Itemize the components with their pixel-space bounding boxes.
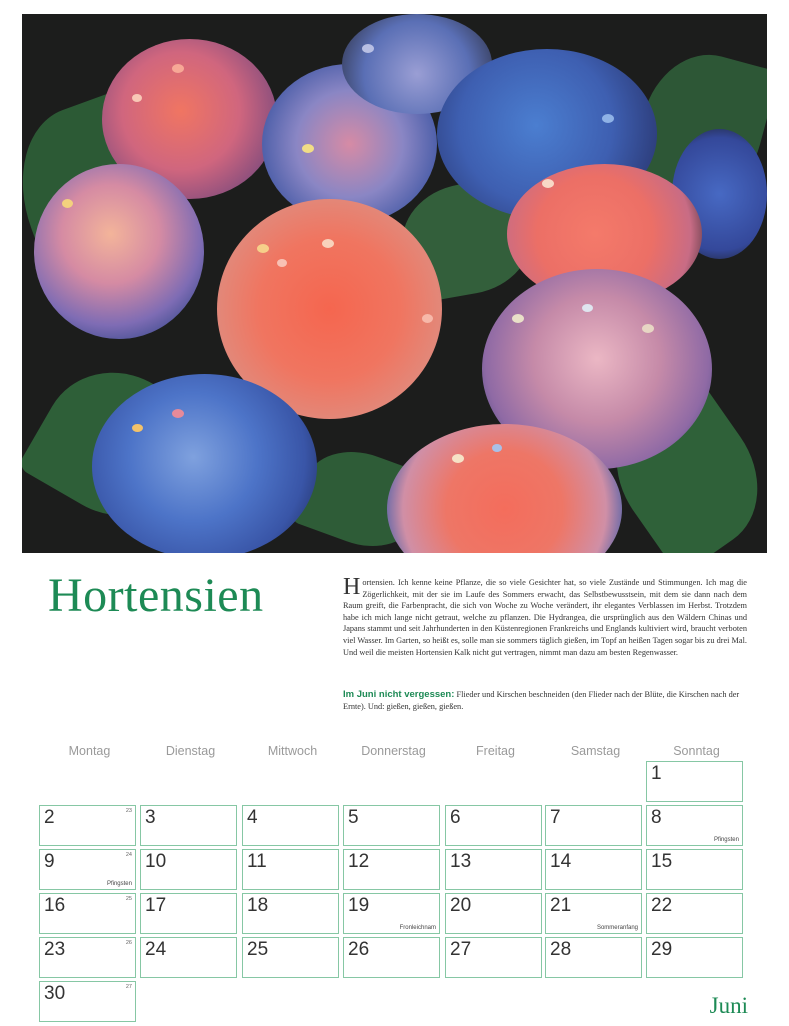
calendar-day-cell — [545, 805, 642, 846]
petal-dot — [322, 239, 334, 248]
day-number: 18 — [247, 895, 269, 916]
calendar-day-cell — [140, 805, 237, 846]
day-number: 2 — [44, 807, 55, 828]
holiday-label: Fronleichnam — [399, 925, 436, 931]
calendar-day-cell — [140, 937, 237, 978]
reminder-label: Im Juni nicht vergessen: — [343, 689, 455, 700]
day-number: 19 — [348, 895, 370, 916]
day-number: 11 — [247, 851, 267, 872]
calendar-day-cell — [343, 893, 440, 934]
petal-dot — [362, 44, 374, 53]
day-number: 20 — [450, 895, 472, 916]
day-number: 21 — [550, 895, 572, 916]
calendar-day-cell — [140, 893, 237, 934]
calendar-day-cell — [39, 981, 136, 1022]
petal-dot — [172, 409, 184, 418]
calendar-day-cell — [242, 805, 339, 846]
petal-dot — [602, 114, 614, 123]
day-number: 27 — [450, 939, 472, 960]
petal-dot — [172, 64, 184, 73]
week-number: 26 — [125, 940, 132, 946]
calendar-day-cell — [445, 805, 542, 846]
day-number: 7 — [550, 807, 561, 828]
calendar-day-cell — [343, 805, 440, 846]
calendar-day-cell — [646, 805, 743, 846]
petal-dot — [492, 444, 502, 452]
calendar-day-cell — [39, 849, 136, 890]
day-number: 9 — [44, 851, 55, 872]
calendar-day-cell — [445, 893, 542, 934]
weekday-saturday: Samstag — [570, 744, 621, 758]
day-number: 30 — [44, 983, 66, 1004]
day-number: 16 — [44, 895, 66, 916]
calendar-day-cell — [140, 849, 237, 890]
weekday-sunday: Sonntag — [673, 744, 720, 758]
intro-text — [343, 574, 747, 658]
petal-dot — [132, 424, 143, 432]
bloom-shape — [92, 374, 317, 553]
petal-dot — [302, 144, 314, 153]
day-number: 22 — [651, 895, 673, 916]
calendar-day-cell — [39, 937, 136, 978]
day-number: 5 — [348, 807, 359, 828]
day-number: 26 — [348, 939, 370, 960]
day-number: 12 — [348, 851, 370, 872]
day-number: 3 — [145, 807, 156, 828]
holiday-label: Pfingsten — [106, 881, 132, 887]
petal-dot — [582, 304, 593, 312]
weekday-thursday: Donnerstag — [361, 744, 426, 758]
calendar-day-cell — [242, 893, 339, 934]
petal-dot — [542, 179, 554, 188]
calendar-day-cell — [39, 805, 136, 846]
month-label: Juni — [709, 993, 748, 1018]
day-number: 13 — [450, 851, 472, 872]
intro-body: ortensien. Ich kenne keine Pflanze, die so viele Gesichter hat, so viele Zustände und Stimmungen. Ich mag die Zögerlichkeit, mit der sie im Laufe des Sommers erwacht, das Selbstbewusstsein, mit dem sie dann nach dem Raum greift, die Farbenpracht, die sich von Woche zu Woche verändert, ihr elegantes Verblassen im Herbst. Trotzdem habe ich mich lange nicht getraut, welche zu pflanzen. Die Hydrangea, die ursprünglich aus den Wäldern Chinas und Japans stammt und seit Jahrhunderten in den Küstenregionen Frankreichs und Englands kultiviert wird, braucht verboten viel Wasser. Im Garten, so heißt es, solle man sie sommers täglich gießen, im Topf an heißen Tagen sogar bis zu drei Mal. Und weil die meisten Hortensien Kalk nicht gut vertragen, nimmt man dazu am besten Regenwasser. — [343, 578, 747, 657]
petal-dot — [512, 314, 524, 323]
calendar-day-cell — [545, 849, 642, 890]
weekday-friday: Freitag — [476, 744, 515, 758]
week-number: 25 — [125, 896, 132, 902]
reminder — [343, 689, 747, 713]
day-number: 15 — [651, 851, 673, 872]
bloom-shape — [34, 164, 204, 339]
hydrangea-painting — [22, 14, 767, 553]
week-number: 27 — [125, 984, 132, 990]
weekday-wednesday: Mittwoch — [267, 744, 318, 758]
week-number: 23 — [125, 808, 132, 814]
day-number: 17 — [145, 895, 167, 916]
petal-dot — [277, 259, 287, 267]
calendar-day-cell — [646, 761, 743, 802]
holiday-label: Sommeranfang — [596, 925, 638, 931]
weekday-monday: Montag — [68, 744, 111, 758]
calendar-day-cell — [242, 937, 339, 978]
calendar-day-cell — [545, 893, 642, 934]
drop-cap: H — [343, 574, 361, 600]
petal-dot — [642, 324, 654, 333]
calendar-day-cell — [646, 893, 743, 934]
calendar-day-cell — [445, 937, 542, 978]
petal-dot — [62, 199, 73, 208]
calendar-day-cell — [39, 893, 136, 934]
calendar-day-cell — [646, 849, 743, 890]
day-number: 8 — [651, 807, 662, 828]
petal-dot — [452, 454, 464, 463]
day-number: 4 — [247, 807, 258, 828]
weekday-tuesday: Dienstag — [165, 744, 216, 758]
week-number: 24 — [125, 852, 132, 858]
petal-dot — [422, 314, 433, 323]
petal-dot — [257, 244, 269, 253]
day-number: 23 — [44, 939, 66, 960]
holiday-label: Pfingsten — [713, 837, 739, 843]
calendar-day-cell — [445, 849, 542, 890]
reminder-text: Flieder und Kirschen beschneiden (den Flieder nach der Blüte, die Kirschen nach der Ernte). Und: gießen, gießen, gießen. — [343, 690, 740, 711]
day-number: 6 — [450, 807, 461, 828]
calendar-day-cell — [242, 849, 339, 890]
day-number: 1 — [651, 763, 662, 784]
day-number: 25 — [247, 939, 269, 960]
day-number: 14 — [550, 851, 572, 872]
calendar-day-cell — [545, 937, 642, 978]
page-title: Hortensien — [48, 569, 264, 622]
day-number: 10 — [145, 851, 167, 872]
day-number: 24 — [145, 939, 167, 960]
petal-dot — [132, 94, 142, 102]
day-number: 29 — [651, 939, 673, 960]
calendar-day-cell — [343, 937, 440, 978]
calendar-day-cell — [343, 849, 440, 890]
calendar-day-cell — [646, 937, 743, 978]
day-number: 28 — [550, 939, 572, 960]
